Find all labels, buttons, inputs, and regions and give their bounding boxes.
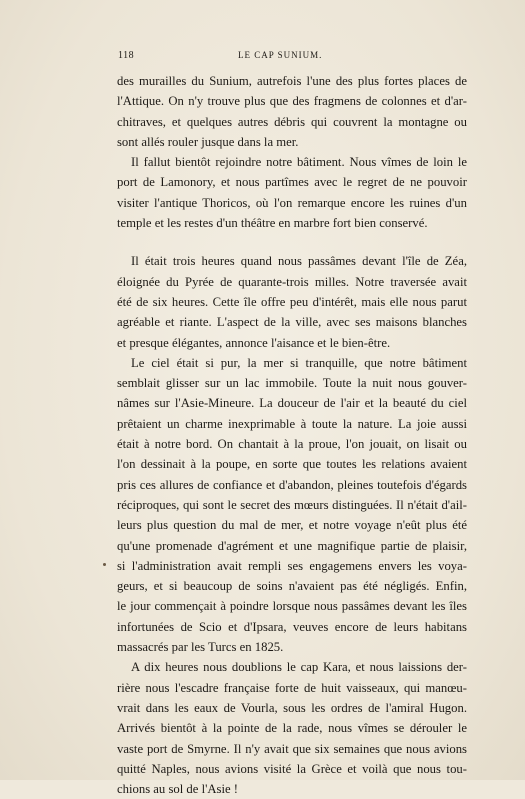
paragraph [117, 71, 467, 152]
text-line: chions au sol de l'Asie ! [117, 782, 239, 797]
text-line: réciproques, qui sont le secret des mœurs distinguées. Il n'était d'ail- [117, 497, 467, 512]
text-line: A dix heures nous doublions le cap Kara, et nous laissions der- [131, 660, 467, 675]
text-line: visiter l'antique Thoricos, où l'on remarque encore les ruines d'un [117, 195, 467, 210]
text-line: port de Lamonory, et nous partîmes avec le regret de ne pouvoir [117, 175, 467, 190]
text-line: qu'une promenade d'agrément et une magnifique partie de plaisir, [117, 538, 467, 553]
text-line: agréable et riante. L'aspect de la ville, avec ses maisons blanches [117, 315, 467, 330]
paragraph [117, 657, 467, 799]
text-line: pris ces allures de confiance et d'abandon, pleines toutefois d'égards [117, 477, 467, 492]
text-line: quitté Naples, nous avions visité la Grèce et voilà que nous tou- [117, 761, 467, 776]
text-line: rière nous l'escadre française forte de huit vaisseaux, qui manœu- [117, 680, 467, 695]
paper-speck [103, 563, 106, 566]
paragraph [117, 152, 467, 233]
text-line: chitraves, et quelques autres débris qui couvrent la montagne ou [117, 114, 467, 129]
text-line: prêtaient un charme inexprimable à toute la nature. La joie aussi [117, 416, 467, 431]
text-line: semblait glisser sur un lac immobile. Toute la nuit nous gouver- [117, 376, 467, 391]
text-line: vaste port de Smyrne. Il n'y avait que six semaines que nous avions [117, 741, 467, 756]
text-line: Il fallut bientôt rejoindre notre bâtiment. Nous vîmes de loin le [131, 155, 467, 170]
text-line: et presque élégantes, annonce l'aisance et le bien-être. [117, 335, 391, 350]
text-line: le jour commençait à poindre lorsque nous passâmes devant les îles [117, 599, 467, 614]
body-text [117, 71, 467, 799]
text-line: été de six heures. Cette île offre peu d'intérêt, mais elle nous parut [117, 294, 467, 309]
text-line: Il était trois heures quand nous passâmes devant l'île de Zéa, [131, 254, 467, 269]
text-line: Le ciel était si pur, la mer si tranquille, que notre bâtiment [131, 355, 467, 370]
running-title: LE CAP SUNIUM. [238, 50, 323, 60]
text-line: l'Attique. On n'y trouve plus que des fragmens de colonnes et d'ar- [117, 94, 467, 109]
paragraph [117, 353, 467, 657]
text-line: infortunées de Scio et d'Ipsara, veuves encore de leurs habitans [117, 619, 467, 634]
text-line: l'on dessinait à la poupe, en sorte que toutes les relations avaient [117, 457, 467, 472]
text-line: des murailles du Sunium, autrefois l'une des plus fortes places de [117, 74, 467, 88]
paragraph [117, 251, 467, 352]
text-line: éloignée du Pyrée de quarante-trois milles. Notre traversée avait [117, 274, 467, 289]
text-line: Arrivés bientôt à la pointe de la rade, nous vîmes se dérouler le [117, 721, 467, 736]
text-line: geurs, et si beaucoup de soins n'avaient pas été négligés. Enfin, [117, 579, 467, 594]
text-line: vrait dans les eaux de Vourla, sous les ordres de l'amiral Hugon. [117, 700, 467, 715]
text-line: était à notre bord. On chantait à la proue, l'on jouait, on lisait ou [117, 437, 467, 452]
text-line: massacrés par les Turcs en 1825. [117, 640, 284, 655]
text-line: si l'administration avait rempli ses engagemens envers les voya- [117, 558, 467, 573]
running-head [118, 50, 468, 64]
text-line: sont allés rouler jusque dans la mer. [117, 134, 299, 149]
text-line: temple et les restes d'un théâtre en marbre fort bien conservé. [117, 216, 428, 231]
text-line: nâmes sur l'Asie-Mineure. La douceur de l'air et la beauté du ciel [117, 396, 467, 411]
page-number: 118 [118, 50, 135, 61]
text-line: leurs plus question du mal de mer, et notre voyage n'eût plus été [117, 518, 467, 533]
